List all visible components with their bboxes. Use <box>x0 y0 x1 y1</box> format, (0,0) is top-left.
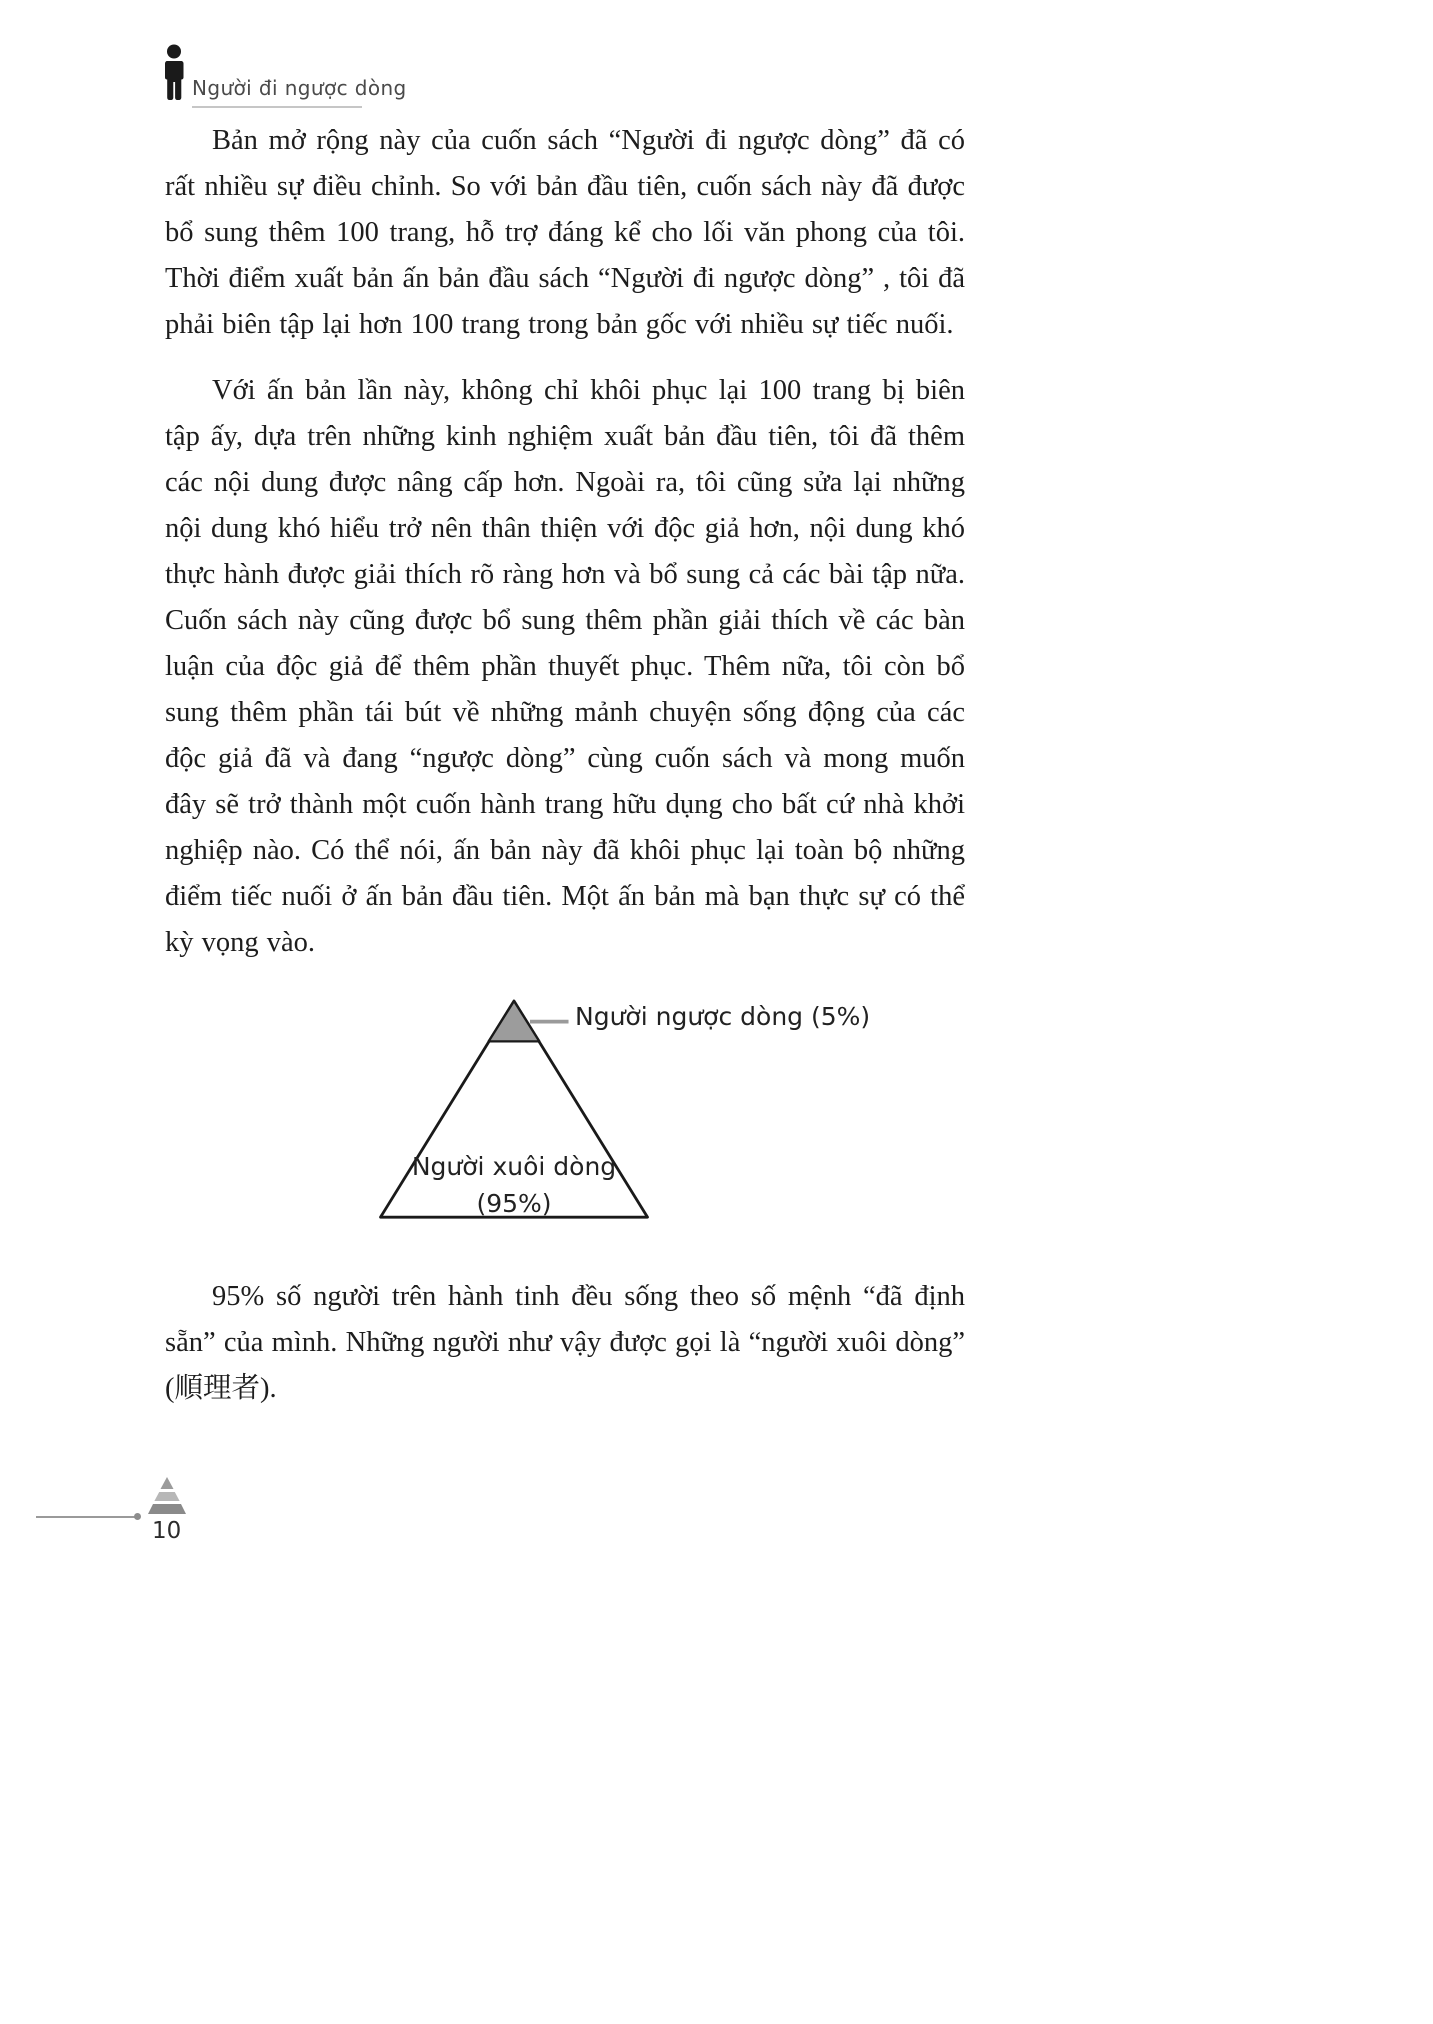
page-header <box>160 44 580 110</box>
footer-pyramid-logo-icon <box>146 1476 188 1516</box>
person-silhouette-icon <box>162 44 186 102</box>
header-underline <box>192 106 362 108</box>
page-number: 10 <box>152 1518 182 1544</box>
paragraph-3: 95% số người trên hành tinh đều sống theo số mệnh “đã định sẵn” của mình. Những người như vậy được gọi là “người xuôi dòng” (順理者). <box>165 1281 965 1404</box>
pyramid-body-label <box>373 1148 655 1222</box>
pyramid-body-label-line1: Người xuôi dòng <box>411 1152 617 1181</box>
running-head-title: Người đi ngược dòng <box>192 76 407 100</box>
paragraph-1: Bản mở rộng này của cuốn sách “Người đi ngược dòng” đã có rất nhiều sự điều chỉnh. So với bản đầu tiên, cuốn sách này đã được bổ sung thêm 100 trang, hỗ trợ đáng kể cho lối văn phong của tôi. Thời điểm xuất bản ấn bản đầu sách “Người đi ngược dòng” , tôi đã phải biên tập lại hơn 100 trang trong bản gốc với nhiều sự tiếc nuối. <box>165 125 965 340</box>
body-text-column <box>165 118 965 1432</box>
pyramid-tip-label: Người ngược dòng (5%) <box>575 1002 871 1031</box>
pyramid-diagram <box>373 990 933 1238</box>
paragraph-2: Với ấn bản lần này, không chỉ khôi phục lại 100 trang bị biên tập ấy, dựa trên những kinh nghiệm xuất bản đầu tiên, tôi đã thêm các nội dung được nâng cấp hơn. Ngoài ra, tôi cũng sửa lại những nội dung khó hiểu trở nên thân thiện với độc giả hơn, nội dung khó thực hành được giải thích rõ ràng hơn và bổ sung cả các bài tập nữa. Cuốn sách này cũng được bổ sung thêm phần giải thích về các bàn luận của độc giả để thêm phần thuyết phục. Thêm nữa, tôi còn bổ sung thêm phần tái bút về những mảnh chuyện sống động của các độc giả đã và đang “ngược dòng” cùng cuốn sách và mong muốn đây sẽ trở thành một cuốn hành trang hữu dụng cho bất cứ nhà khởi nghiệp nào. Có thể nói, ấn bản này đã khôi phục lại toàn bộ những điểm tiếc nuối ở ấn bản đầu tiên. Một ấn bản mà bạn thực sự có thể kỳ vọng vào. <box>165 375 965 958</box>
footer-rule-dot <box>134 1513 141 1520</box>
pyramid-body-label-line2: (95%) <box>476 1189 552 1218</box>
footer-rule <box>36 1516 136 1518</box>
